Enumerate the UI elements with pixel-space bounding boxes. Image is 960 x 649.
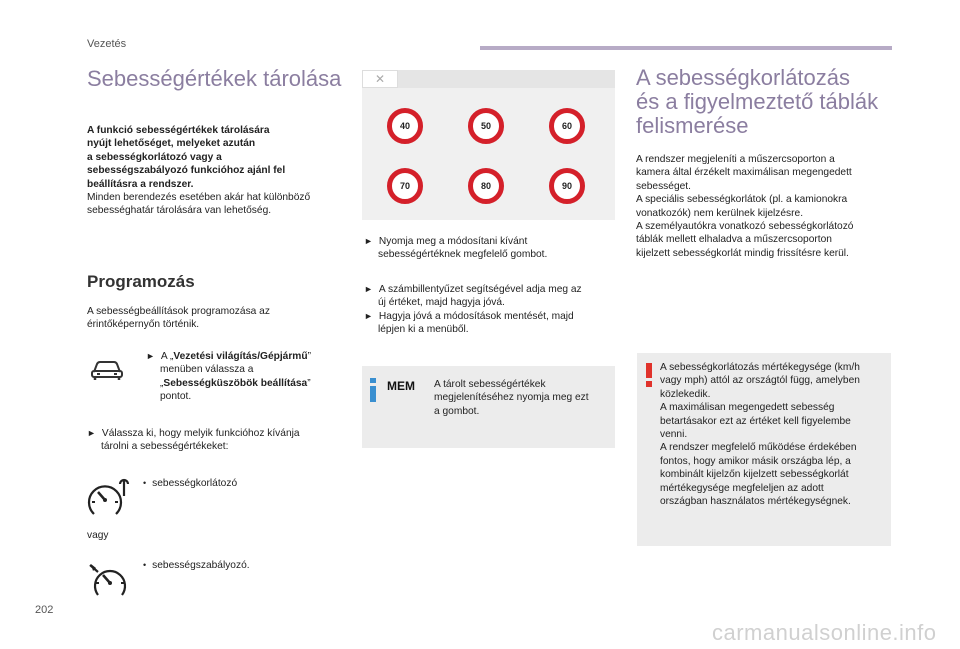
option-cruise [143, 559, 250, 572]
intro-bold [87, 124, 352, 191]
menu-step-line1 [146, 350, 356, 363]
warning-line: A rendszer megfelelő működése érdekében [660, 442, 857, 454]
programming-line: érintőképernyőn történik. [87, 319, 200, 331]
watermark: carmanualsonline.info [712, 620, 937, 645]
warning-text [660, 361, 890, 508]
programming-heading: Programozás [87, 272, 195, 291]
step-line: új értéket, majd hagyja jóvá. [378, 297, 505, 309]
memo-line: megjelenítéséhez nyomja meg ezt [434, 392, 589, 404]
or-text: vagy [87, 530, 109, 541]
text-span: ” [307, 351, 311, 362]
page-number: 202 [35, 604, 54, 616]
memo-text [434, 378, 614, 418]
warning-line: A sebességkorlátozás mértékegysége (km/h [660, 362, 860, 373]
warning-icon [645, 363, 653, 387]
warning-line: közlekedik. [660, 388, 711, 400]
recognition-text [636, 153, 896, 260]
warning-line: A maximálisan megengedett sebesség [660, 402, 835, 414]
text-span: A számbillentyűzet segítségével adja meg az [378, 284, 582, 295]
section-header: Vezetés [87, 38, 127, 50]
speed-sign-button[interactable]: 60 [549, 108, 585, 144]
bullet-icon: ► [146, 351, 155, 361]
warning-line: vagy mph) attól az országtól függ, amelyben [660, 375, 860, 387]
signs-panel-topbar [362, 70, 615, 88]
intro-line: sebességhatár tárolására van lehetőség. [87, 205, 272, 217]
close-icon[interactable]: ✕ [362, 70, 398, 88]
text-span: „ [160, 377, 164, 389]
select-step-line2: tárolni a sebességértékeket: [101, 441, 229, 453]
warning-line: fontos, hogy amikor másik országba lép, a [660, 455, 851, 467]
cruise-control-icon [88, 562, 130, 598]
title-line: A sebességkorlátozás [636, 65, 851, 90]
mem-button-label: MEM [387, 379, 415, 393]
speed-limiter-icon [86, 478, 130, 518]
bullet-icon: ► [364, 310, 373, 321]
speed-sign-button[interactable]: 50 [468, 108, 504, 144]
warning-line: betartásakor ezt az értéket kell figyelembe [660, 415, 851, 427]
select-step [87, 427, 357, 454]
intro-bold-line: sebességszabályozó funkcióhoz ajánl fel [87, 165, 286, 177]
programming-text [87, 305, 352, 332]
menu-step-line4: pontot. [160, 391, 192, 403]
step-press-value [364, 235, 614, 262]
text-line: táblák mellett elhaladva a műszercsoporton [636, 234, 832, 246]
option-text: sebességszabályozó. [152, 560, 250, 571]
section-title [636, 66, 896, 138]
warning-line: kombinált kijelzőn kijelzett sebességkorlát [660, 469, 849, 481]
text-span: A „ [160, 351, 174, 362]
intro-bold-line: a sebességkorlátozó vagy a [87, 151, 222, 163]
speed-sign-button[interactable]: 40 [387, 108, 423, 144]
speed-sign-button[interactable]: 90 [549, 168, 585, 204]
text-line: A speciális sebességkorlátok (pl. a kamionokra [636, 194, 848, 206]
bullet-icon: ► [364, 236, 373, 246]
submenu-name: Sebességküszöbök beállítása [163, 377, 308, 389]
header-bar [480, 46, 892, 50]
text-line: vonatkozók) nem kerülnek kijelzésre. [636, 207, 804, 219]
text-span: Nyomja meg a módosítani kívánt [378, 236, 528, 247]
memo-line: A tárolt sebességértékek [434, 379, 546, 390]
text-line: kijelzett sebességkorlát mindig frissítésre kerül. [636, 247, 849, 259]
menu-step-line3 [146, 377, 356, 390]
text-line: sebességet. [636, 180, 691, 192]
menu-step-line2: menüben válassza a [160, 364, 254, 376]
step-line [364, 235, 614, 248]
text-line: kamera által érzékelt maximálisan megengedett [636, 167, 852, 179]
select-step-line1 [87, 427, 357, 440]
intro-bold-line: beállításra a rendszer. [87, 178, 194, 190]
menu-name: Vezetési világítás/Gépjármű [173, 351, 308, 362]
step-line: sebességértéknek megfelelő gombot. [378, 249, 548, 261]
bullet-icon: ► [364, 284, 373, 294]
programming-line: A sebességbeállítások programozása az [87, 306, 270, 317]
speed-sign-button[interactable]: 70 [387, 168, 423, 204]
text-line: A személyautókra vonatkozó sebességkorlátozó [636, 221, 854, 233]
option-text: sebességkorlátozó [152, 478, 238, 489]
bullet-dot-icon: • [143, 478, 147, 488]
step-enter-value [364, 283, 614, 337]
text-span: ” [307, 377, 311, 389]
text-span: Válassza ki, hogy melyik funkcióhoz kívánja [101, 428, 300, 439]
title-line: felismerése [636, 113, 749, 138]
intro-line: Minden berendezés esetében akár hat különböző [87, 192, 311, 203]
speed-sign-button[interactable]: 80 [468, 168, 504, 204]
bullet-dot-icon: • [143, 560, 147, 570]
text-span: Hagyja jóvá a módosítások mentését, majd [378, 310, 574, 322]
step-line [364, 283, 614, 296]
warning-line: országban használatos mértékegységnek. [660, 496, 851, 508]
step-line: lépjen ki a menüből. [378, 324, 469, 336]
intro-bold-line: nyújt lehetőséget, melyeket azután [87, 138, 256, 150]
page-title: Sebességértékek tárolása [87, 66, 342, 91]
warning-line: mértékegysége megfeleljen az adott [660, 482, 824, 494]
bullet-icon: ► [87, 428, 96, 438]
title-line: és a figyelmeztető táblák [636, 89, 879, 114]
memo-line: a gombot. [434, 405, 480, 417]
option-limiter [143, 477, 237, 490]
warning-line: venni. [660, 429, 688, 441]
car-icon [90, 358, 124, 382]
menu-step [146, 350, 356, 404]
intro-normal [87, 191, 352, 218]
info-icon [368, 378, 378, 402]
step-line [364, 310, 614, 323]
intro-bold-line: A funkció sebességértékek tárolására [87, 125, 270, 136]
text-line: A rendszer megjeleníti a műszercsoporton a [636, 154, 835, 165]
